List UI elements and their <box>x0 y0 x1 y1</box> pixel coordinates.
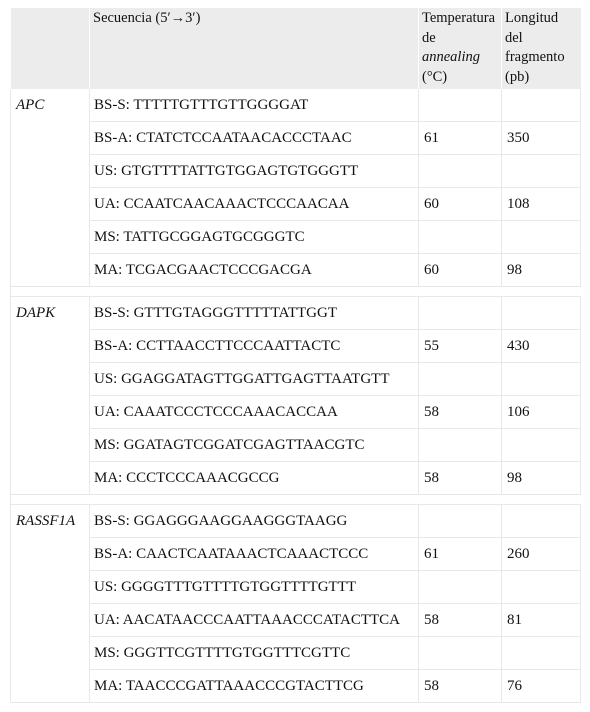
primer-sequence: BS-A: CTATCTCCAATAACACCCTAAC <box>90 122 419 155</box>
primer-sequence: MS: GGATAGTCGGATCGAGTTAACGTC <box>90 429 419 462</box>
primer-sequence: BS-S: GGAGGGAAGGAAGGGTAAGG <box>90 505 419 538</box>
table-row <box>11 363 581 396</box>
table-row <box>11 571 581 604</box>
annealing-temperature: 58 <box>419 396 502 429</box>
gene-name: DAPK <box>11 297 90 495</box>
fragment-length: 81 <box>502 604 581 637</box>
fragment-length <box>502 221 581 254</box>
fragment-length <box>502 297 581 330</box>
annealing-temperature <box>419 221 502 254</box>
primer-sequence: BS-S: TTTTTGTTTGTTGGGGAT <box>90 89 419 122</box>
fragment-length <box>502 505 581 538</box>
fragment-length <box>502 429 581 462</box>
group-spacer <box>11 495 581 505</box>
annealing-temperature <box>419 637 502 670</box>
fragment-length: 76 <box>502 670 581 703</box>
header-sequence <box>90 8 419 89</box>
table-row <box>11 330 581 363</box>
annealing-temperature <box>419 505 502 538</box>
primer-sequence: UA: AACATAACCCAATTAAACCCATACTTCA <box>90 604 419 637</box>
spacer-cell <box>11 287 581 297</box>
annealing-temperature <box>419 297 502 330</box>
primer-sequence: MS: GGGTTCGTTTTGTGGTTTCGTTC <box>90 637 419 670</box>
fragment-length: 350 <box>502 122 581 155</box>
table-row <box>11 538 581 571</box>
annealing-temperature: 60 <box>419 254 502 287</box>
annealing-temperature <box>419 155 502 188</box>
primer-sequence: MA: CCCTCCCAAACGCCG <box>90 462 419 495</box>
fragment-length: 98 <box>502 254 581 287</box>
primer-sequence: MS: TATTGCGGAGTGCGGGTC <box>90 221 419 254</box>
annealing-temperature: 61 <box>419 122 502 155</box>
primer-sequence: US: GTGTTTTATTGTGGAGTGTGGGTT <box>90 155 419 188</box>
header-length-line4: (pb) <box>505 68 530 85</box>
primer-sequence: MA: TAACCCGATTAAACCCGTACTTCG <box>90 670 419 703</box>
header-length-line3: fragmento <box>505 49 565 65</box>
fragment-length: 260 <box>502 538 581 571</box>
gene-name: APC <box>11 89 90 287</box>
annealing-temperature <box>419 571 502 604</box>
header-length-line2: del <box>505 29 523 46</box>
annealing-temperature <box>419 429 502 462</box>
primer-sequence: BS-S: GTTTGTAGGGTTTTTATTGGT <box>90 297 419 330</box>
spacer-cell <box>11 495 581 505</box>
group-spacer <box>11 287 581 297</box>
table-row <box>11 604 581 637</box>
fragment-length: 98 <box>502 462 581 495</box>
header-temperature-line3: annealing <box>422 49 480 65</box>
fragment-length: 106 <box>502 396 581 429</box>
annealing-temperature <box>419 89 502 122</box>
primer-sequence: BS-A: CAACTCAATAAACTCAAACTCCC <box>90 538 419 571</box>
header-temperature-line4: (°C) <box>422 68 448 85</box>
table-row <box>11 155 581 188</box>
header-gene <box>11 8 90 89</box>
primer-sequence: UA: CAAATCCCTCCCAAACACCAA <box>90 396 419 429</box>
table-row <box>11 637 581 670</box>
annealing-temperature: 58 <box>419 462 502 495</box>
annealing-temperature: 55 <box>419 330 502 363</box>
header-row <box>11 8 581 89</box>
primer-sequence: MA: TCGACGAACTCCCGACGA <box>90 254 419 287</box>
gene-name: RASSF1A <box>11 505 90 703</box>
annealing-temperature <box>419 363 502 396</box>
table-row <box>11 396 581 429</box>
table-row <box>11 122 581 155</box>
header-length-line1: Longitud <box>505 10 559 26</box>
annealing-temperature: 58 <box>419 604 502 637</box>
table-row <box>11 221 581 254</box>
table-row <box>11 89 581 122</box>
header-temperature-line2: de <box>422 29 436 46</box>
table-row <box>11 462 581 495</box>
fragment-length <box>502 363 581 396</box>
fragment-length: 108 <box>502 188 581 221</box>
table-row <box>11 429 581 462</box>
primer-sequence: UA: CCAATCAACAAACTCCCAACAA <box>90 188 419 221</box>
table-body <box>11 89 581 703</box>
primer-sequence: US: GGGGTTTGTTTTGTGGTTTTGTTT <box>90 571 419 604</box>
table-row <box>11 297 581 330</box>
fragment-length <box>502 637 581 670</box>
table-row <box>11 670 581 703</box>
table-row <box>11 188 581 221</box>
table-row <box>11 505 581 538</box>
primer-sequence: US: GGAGGATAGTTGGATTGAGTTAATGTT <box>90 363 419 396</box>
fragment-length: 430 <box>502 330 581 363</box>
header-temperature <box>419 8 502 89</box>
header-length <box>502 8 581 89</box>
fragment-length <box>502 571 581 604</box>
annealing-temperature: 60 <box>419 188 502 221</box>
primer-table <box>10 8 581 703</box>
header-sequence-text: Secuencia (5′→3′) <box>93 10 201 26</box>
annealing-temperature: 61 <box>419 538 502 571</box>
primer-sequence: BS-A: CCTTAACCTTCCCAATTACTC <box>90 330 419 363</box>
fragment-length <box>502 155 581 188</box>
table-row <box>11 254 581 287</box>
fragment-length <box>502 89 581 122</box>
annealing-temperature: 58 <box>419 670 502 703</box>
header-temperature-line1: Temperatura <box>422 10 496 26</box>
